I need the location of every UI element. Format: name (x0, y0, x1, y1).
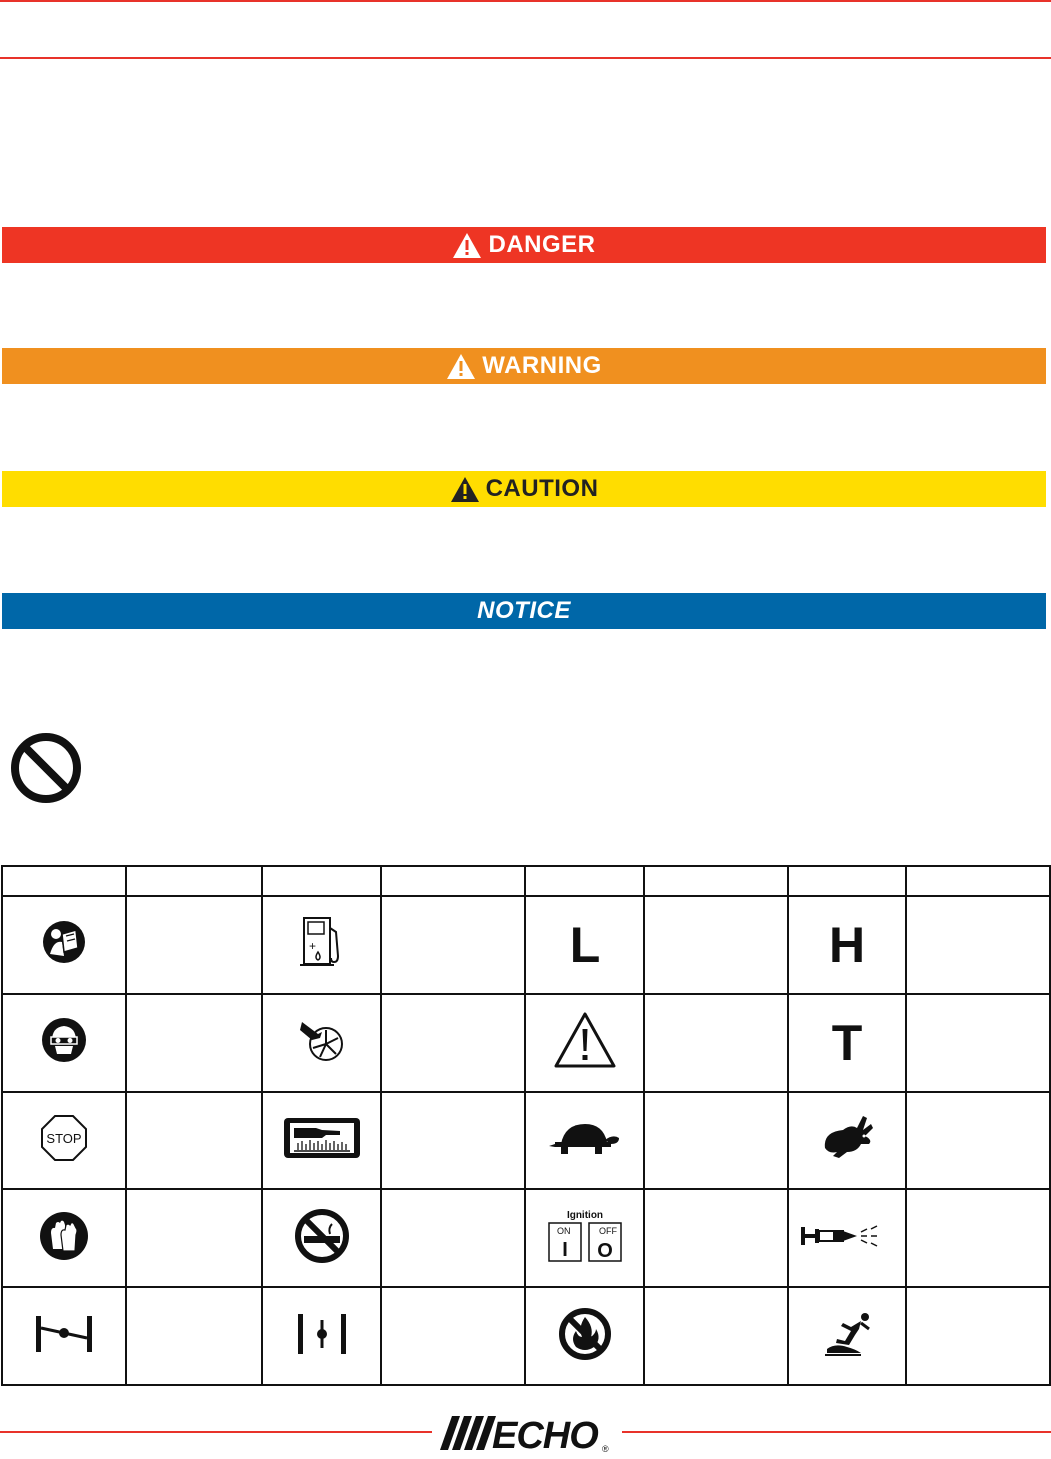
warning-triangle-icon (446, 353, 476, 380)
symbol-cell (525, 1189, 644, 1287)
description-cell (126, 1287, 262, 1385)
choke-closed-icon (32, 1314, 96, 1354)
symbol-cell (2, 994, 126, 1092)
symbol-cell (262, 896, 381, 994)
danger-label: DANGER (488, 231, 596, 258)
table-row (2, 1189, 1050, 1287)
warning-label: WARNING (482, 352, 602, 379)
description-cell (906, 896, 1050, 994)
rabbit-fast-icon (817, 1112, 877, 1164)
eye-ear-protection-icon (41, 1017, 87, 1063)
ignition-switch-icon (543, 1207, 627, 1265)
description-cell (644, 1287, 788, 1385)
column-header (262, 866, 381, 896)
caution-label: CAUTION (485, 475, 599, 502)
description-cell (381, 994, 525, 1092)
warning-triangle-icon (553, 1011, 617, 1069)
ignition-title: Ignition (566, 1209, 603, 1221)
choke-open-icon (290, 1312, 354, 1356)
letter-t-text: T (831, 1016, 863, 1065)
hand-fan-hazard-icon (298, 1016, 346, 1064)
ignition-on-label: ON (556, 1225, 570, 1236)
warning-banner (2, 348, 1046, 384)
description-cell (644, 896, 788, 994)
read-manual-icon (42, 920, 86, 964)
symbol-cell (2, 1189, 126, 1287)
symbol-cell (788, 994, 906, 1092)
symbol-cell (788, 896, 906, 994)
top-rule-2 (0, 57, 1051, 59)
description-cell (381, 1189, 525, 1287)
top-rule-1 (0, 0, 1051, 2)
svg-text:+: + (308, 939, 316, 954)
description-cell (126, 1092, 262, 1190)
logo-text: ECHO (492, 1415, 598, 1454)
no-smoking-icon (294, 1208, 350, 1264)
symbol-cell (2, 896, 126, 994)
caution-banner (2, 471, 1046, 507)
description-cell (381, 896, 525, 994)
symbols-table (1, 865, 1051, 1386)
letter-l-icon (565, 918, 605, 966)
column-header (906, 866, 1050, 896)
column-header (525, 866, 644, 896)
table-header-row (2, 866, 1050, 896)
description-cell (906, 1189, 1050, 1287)
table-row (2, 896, 1050, 994)
description-cell (906, 1092, 1050, 1190)
symbol-cell (525, 1092, 644, 1190)
prohibition-icon (10, 732, 82, 804)
notice-banner (2, 593, 1046, 629)
description-cell (381, 1287, 525, 1385)
description-cell (381, 1092, 525, 1190)
description-cell (126, 896, 262, 994)
logo-registered: ® (602, 1444, 609, 1454)
description-cell (644, 994, 788, 1092)
symbol-cell (2, 1287, 126, 1385)
table-row (2, 1287, 1050, 1385)
symbol-cell (262, 1287, 381, 1385)
letter-t-icon (827, 1016, 867, 1064)
description-cell (126, 994, 262, 1092)
column-header (126, 866, 262, 896)
symbol-cell (262, 1092, 381, 1190)
column-header (2, 866, 126, 896)
fuel-pump-icon (298, 914, 346, 970)
hot-surface-hand-icon (282, 1116, 362, 1160)
column-header (788, 866, 906, 896)
ignition-off-label: OFF (598, 1225, 617, 1236)
symbol-cell (262, 1189, 381, 1287)
wear-gloves-icon (39, 1211, 89, 1261)
stop-sign-icon (40, 1114, 88, 1162)
slip-hazard-icon (821, 1309, 873, 1359)
symbol-cell (525, 896, 644, 994)
letter-h-icon (825, 918, 869, 966)
letter-h-text: H (828, 918, 866, 967)
symbol-cell (262, 994, 381, 1092)
description-cell (644, 1189, 788, 1287)
table-row (2, 994, 1050, 1092)
danger-banner (2, 227, 1046, 263)
primer-injection-icon (799, 1223, 895, 1249)
symbol-cell (525, 1287, 644, 1385)
letter-l-text: L (569, 918, 600, 967)
description-cell (644, 1092, 788, 1190)
notice-label: NOTICE (477, 597, 571, 624)
ignition-on-symbol: I (561, 1238, 568, 1261)
symbol-cell (788, 1287, 906, 1385)
description-cell (126, 1189, 262, 1287)
table-row (2, 1092, 1050, 1190)
turtle-slow-icon (549, 1120, 621, 1156)
symbol-cell (788, 1189, 906, 1287)
description-cell (906, 1287, 1050, 1385)
warning-triangle-icon (450, 476, 480, 503)
ignition-off-symbol: O (596, 1239, 613, 1262)
stop-text: STOP (46, 1131, 82, 1147)
no-open-flame-icon (558, 1307, 612, 1361)
warning-triangle-icon (452, 232, 482, 259)
symbol-cell (525, 994, 644, 1092)
column-header (644, 866, 788, 896)
description-cell (906, 994, 1050, 1092)
echo-logo (432, 1412, 622, 1454)
column-header (381, 866, 525, 896)
symbol-cell (788, 1092, 906, 1190)
symbol-cell (2, 1092, 126, 1190)
